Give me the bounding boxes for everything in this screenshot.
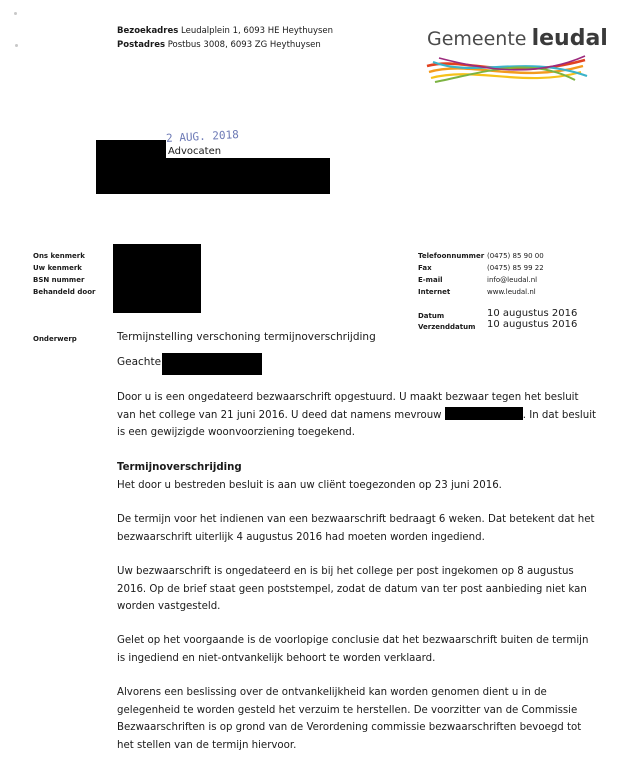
contact-value-phone: (0475) 85 90 00 <box>487 252 544 260</box>
ref-label-behandeld-door: Behandeld door <box>33 288 96 296</box>
contact-values <box>487 250 544 298</box>
received-date-stamp: 2 AUG. 2018 <box>165 128 240 145</box>
postal-address-value: Postbus 3008, 6093 ZG Heythuysen <box>167 40 321 50</box>
paragraph-received: Uw bezwaarschrift is ongedateerd en is bij het college per post ingekomen op 8 augustus 2016. Op de brief staat geen poststempel, zodat de datum van ter post aanbieding niet kan worden vastgesteld. <box>117 566 587 612</box>
ref-label-bsn: BSN nummer <box>33 276 85 284</box>
redaction-recipient-address <box>96 158 330 194</box>
scan-dot <box>15 44 18 47</box>
contact-label-fax: Fax <box>418 264 432 272</box>
visit-address-value: Leudalplein 1, 6093 HE Heythuysen <box>181 26 334 36</box>
date-values <box>487 308 577 330</box>
salutation: Geachte <box>117 356 162 368</box>
reference-labels <box>33 250 95 298</box>
contact-label-phone: Telefoonnummer <box>418 252 485 260</box>
municipality-logo <box>427 26 608 51</box>
send-date-value: 10 augustus 2016 <box>487 319 578 330</box>
postal-address <box>117 38 321 52</box>
subject-label: Onderwerp <box>33 335 77 343</box>
logo-word-gemeente: Gemeente <box>427 28 527 50</box>
section-heading: Termijnoverschrijding <box>117 462 242 473</box>
paragraph-intro <box>117 389 597 442</box>
date-value: 10 augustus 2016 <box>487 308 578 319</box>
contact-value-fax: (0475) 85 99 22 <box>487 264 544 272</box>
paragraph-intro-part2: . In dat besluit is een gewijzigde woonvoorziening toegekend. <box>117 409 597 438</box>
paragraph-conclusion: Gelet op het voorgaande is de voorlopige conclusie dat het bezwaarschrift buiten de termijn is ingediend en niet-ontvankelijk behoort te worden verklaard. <box>117 635 589 664</box>
paragraph-sent-date: Het door u bestreden besluit is aan uw cliënt toegezonden op 23 juni 2016. <box>117 480 502 491</box>
ref-label-ons-kenmerk: Ons kenmerk <box>33 252 85 260</box>
visit-address-label: Bezoekadres <box>117 26 179 36</box>
redaction-client-name <box>445 407 523 420</box>
postal-address-label: Postadres <box>117 40 166 50</box>
send-date-label: Verzenddatum <box>418 323 476 331</box>
scan-dot <box>14 12 17 15</box>
logo-waves-graphic <box>425 52 590 86</box>
subject-value: Termijnstelling verschoning termijnoverschrijding <box>117 331 376 343</box>
redaction-salutation-name <box>162 353 262 375</box>
redaction-references <box>113 244 201 313</box>
contact-value-internet: www.leudal.nl <box>487 288 536 296</box>
contact-label-email: E-mail <box>418 276 443 284</box>
contact-label-internet: Internet <box>418 288 451 296</box>
redaction-recipient-name <box>96 140 166 159</box>
date-labels <box>418 311 475 333</box>
paragraph-remedy: Alvorens een beslissing over de ontvankelijkheid kan worden genomen dient u in de gelegenheid te worden gesteld het verzuim te herstellen. De voorzitter van de Commissie Bezwaarschriften is op grond van de Verordening commissie bezwaarschriften bevoegd tot het stellen van de termijn hiervoor. <box>117 687 582 751</box>
ref-label-uw-kenmerk: Uw kenmerk <box>33 264 82 272</box>
recipient-line-1: Advocaten <box>168 146 222 157</box>
contact-labels <box>418 250 484 298</box>
date-label: Datum <box>418 312 445 320</box>
paragraph-intro-part1: Door u is een ongedateerd bezwaarschrift opgestuurd. U maakt bezwaar tegen het besluit van het college van 21 juni 2016. U deed dat namens mevrouw <box>117 392 579 421</box>
paragraph-term: De termijn voor het indienen van een bezwaarschrift bedraagt 6 weken. Dat betekent dat het bezwaarschrift uiterlijk 4 augustus 2016 had moeten worden ingediend. <box>117 514 595 543</box>
logo-word-leudal: leudal <box>531 26 608 51</box>
contact-value-email: info@leudal.nl <box>487 276 538 284</box>
visit-address <box>117 24 333 38</box>
